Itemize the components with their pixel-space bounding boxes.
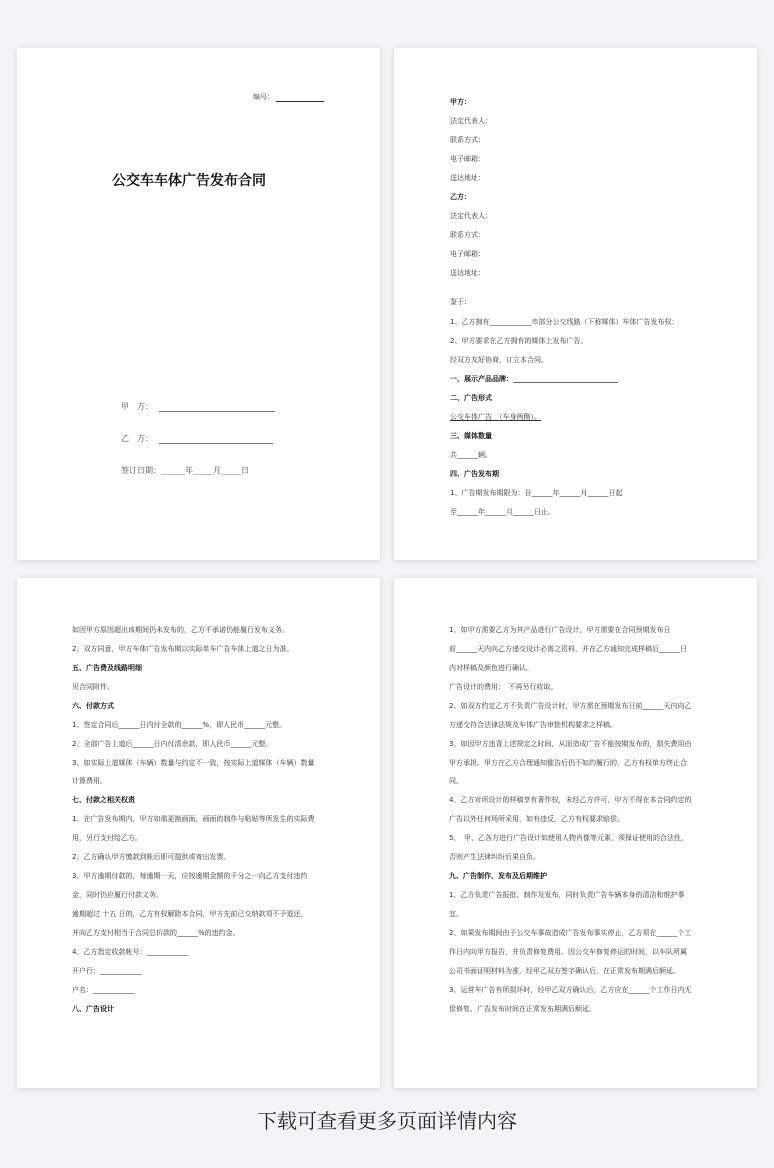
party-b-label: 乙 方： <box>121 434 153 443</box>
doc-line: 共______辆。 <box>450 451 492 459</box>
section-heading: 七、付款之相关权责 <box>72 796 135 804</box>
doc-line: 甲方： <box>450 98 471 106</box>
doc-line: 联系方式： <box>450 136 485 144</box>
doc-line: 逾期超过 十五 日的，乙方有权解除本合同，甲方先前已交纳款项不予退还， <box>72 910 308 918</box>
contract-page-4 <box>394 578 757 1088</box>
doc-line: 计算费用。 <box>72 777 107 785</box>
doc-line: 作日内向甲方报告，并负责修复费用。因公交车修复停运的时间，以车队所属 <box>449 948 687 956</box>
doc-line: 户名：____________ <box>72 986 135 994</box>
contract-page-3 <box>17 578 380 1088</box>
doc-line: 并向乙方支付相当于合同总价款的______%的违约金。 <box>72 929 240 937</box>
doc-line: 2、全部广告上道后______日内付清余款，即人民币______元整。 <box>72 740 273 748</box>
party-a-label: 甲 方： <box>121 402 153 411</box>
download-more-caption[interactable]: 下载可查看更多页面详情内容 <box>257 1109 517 1133</box>
doc-line: 1、广告期发布期限为：自______年______月______日起 <box>450 489 623 497</box>
party-a-line <box>159 403 275 412</box>
doc-line: 3、甲方逾期付款的，每逾期一天，应按逾期金额的千分之一向乙方支付违约 <box>72 872 308 880</box>
sign-date: 签订日期：______年_____月_____日 <box>121 466 249 475</box>
doc-line: 3、运营车广告有所损坏时，经甲乙双方确认后，乙方应在______个工作日内无 <box>449 986 692 994</box>
doc-line: 鉴于： <box>450 298 471 306</box>
doc-line: 乙方： <box>450 193 471 201</box>
doc-line: 1、乙方负责广告报批、制作及发布，同时负责广告车辆本身的清洁和维护事 <box>449 891 685 899</box>
section-heading: 三、媒体数量 <box>450 432 492 440</box>
doc-line: 3、如实际上道媒体（车辆）数量与约定不一致，按实际上道媒体（车辆）数量 <box>72 759 315 767</box>
doc-line: 2、双方同意，甲方车体广告发布期以实际单车广告车体上道之日为准。 <box>72 645 294 653</box>
contract-page-2 <box>394 48 757 560</box>
doc-line: 1、乙方拥有____________市部分公交线路（下称媒体）车体广告发布权； <box>450 318 679 326</box>
doc-line: 方递交符合法律法规及车体广告审批机构要求之样稿。 <box>449 721 617 729</box>
doc-line: 2、如果发布期间由于公交车事故造成广告发布事实停止，乙方须在______个工 <box>449 929 692 937</box>
doc-line: 公交车体广告 （车身两侧）。 <box>450 413 541 421</box>
doc-line: 广告以外任何场所采用，如有违反，乙方有权要求赔偿。 <box>449 815 624 823</box>
doc-line: 法定代表人： <box>450 117 492 125</box>
party-a-signature <box>121 402 275 412</box>
doc-line: 电子邮箱： <box>450 155 485 163</box>
doc-line: 2、甲方要求在乙方拥有的媒体上发布广告。 <box>450 337 588 345</box>
doc-line: 3、如因甲方违背上述规定之时间，从而造成广告不能按期发布的，损失费用由 <box>449 740 692 748</box>
doc-line: 4、乙方指定收款帐号：____________ <box>72 948 189 956</box>
contract-number <box>253 93 324 102</box>
section-heading: 二、广告形式 <box>450 394 492 402</box>
doc-line: 4、乙方对所设计的样稿享有著作权，未经乙方许可，甲方不得在本合同约定的 <box>449 796 692 804</box>
party-b-line <box>159 435 273 444</box>
doc-line: 1、在广告发布期内，甲方如需更换画面，画面的制作与粘贴等所发生的实际费 <box>72 815 315 823</box>
doc-line: 联系方式： <box>450 231 485 239</box>
doc-line: 1、如甲方需要乙方为其产品进行广告设计，甲方需要在合同预期发布日 <box>449 626 671 634</box>
doc-line: 用，另行支付给乙方。 <box>72 834 142 842</box>
section-heading: 一、展示产品品牌：______________________________ <box>450 375 618 383</box>
doc-line: 偿修复，广告发布时间在正常发布期满后顺延。 <box>449 1005 596 1013</box>
doc-line: 否则产生法律纠纷后果自负。 <box>449 853 540 861</box>
section-heading: 四、广告发布期 <box>450 470 499 478</box>
doc-line: 宜。 <box>449 910 463 918</box>
doc-line: 5、 甲、乙各方进行广告设计如使用人物肖像等元素，须保证使用的合法性， <box>449 834 688 842</box>
doc-line: 内对样稿及颜色进行确认。 <box>449 664 533 672</box>
section-heading: 八、广告设计 <box>72 1005 114 1013</box>
doc-line: 1、签定合同后______日内付全款的______%，即人民币______元整。 <box>72 721 287 729</box>
doc-line: 法定代表人： <box>450 212 492 220</box>
doc-line: 甲方承担。甲方在乙方合理通知催告后仍不如约履行的，乙方有权单方终止合 <box>449 759 687 767</box>
doc-line: 2、乙方确认甲方缴款到帐后即可提供或寄出发票。 <box>72 853 231 861</box>
doc-line: 公司书面证明材料为准，经甲乙双方签字确认后，在正常发布期满后顺延。 <box>449 967 680 975</box>
party-b-signature <box>121 434 273 444</box>
doc-line: 送达地址： <box>450 269 485 277</box>
doc-line: 前______天内向乙方递交设计必需之资料，并在乙方通知完成样稿后______日 <box>449 645 687 653</box>
page-title: 公交车车体广告发布合同 <box>112 173 266 189</box>
section-heading: 九、广告制作、发布及后期维护 <box>449 872 547 880</box>
doc-line: 开户行：____________ <box>72 967 142 975</box>
doc-line: 电子邮箱： <box>450 250 485 258</box>
doc-line: 送达地址： <box>450 174 485 182</box>
doc-line: 至______年______月______日止。 <box>450 508 555 516</box>
contract-page-1 <box>17 48 380 560</box>
contract-number-label: 编号： <box>253 93 274 101</box>
doc-line: 如因甲方原因超出该期间仍未发布的，乙方不承诺仍能履行发布义务。 <box>72 626 289 634</box>
doc-line: 经双方友好协商，订立本合同。 <box>450 356 548 364</box>
section-heading: 六、付款方式 <box>72 702 114 710</box>
section-heading: 五、广告费及线路明细 <box>72 664 142 672</box>
doc-line: 见合同附件。 <box>72 683 114 691</box>
doc-line: 同。 <box>449 777 463 785</box>
doc-line: 2、如双方约定乙方不负责广告设计时，甲方需在预期发布日前______天内向乙 <box>449 702 692 710</box>
doc-line: 金，同时仍应履行付款义务。 <box>72 891 163 899</box>
doc-line: 广告设计的费用： 不再另行收取。 <box>449 683 558 691</box>
contract-number-blank <box>276 94 324 102</box>
